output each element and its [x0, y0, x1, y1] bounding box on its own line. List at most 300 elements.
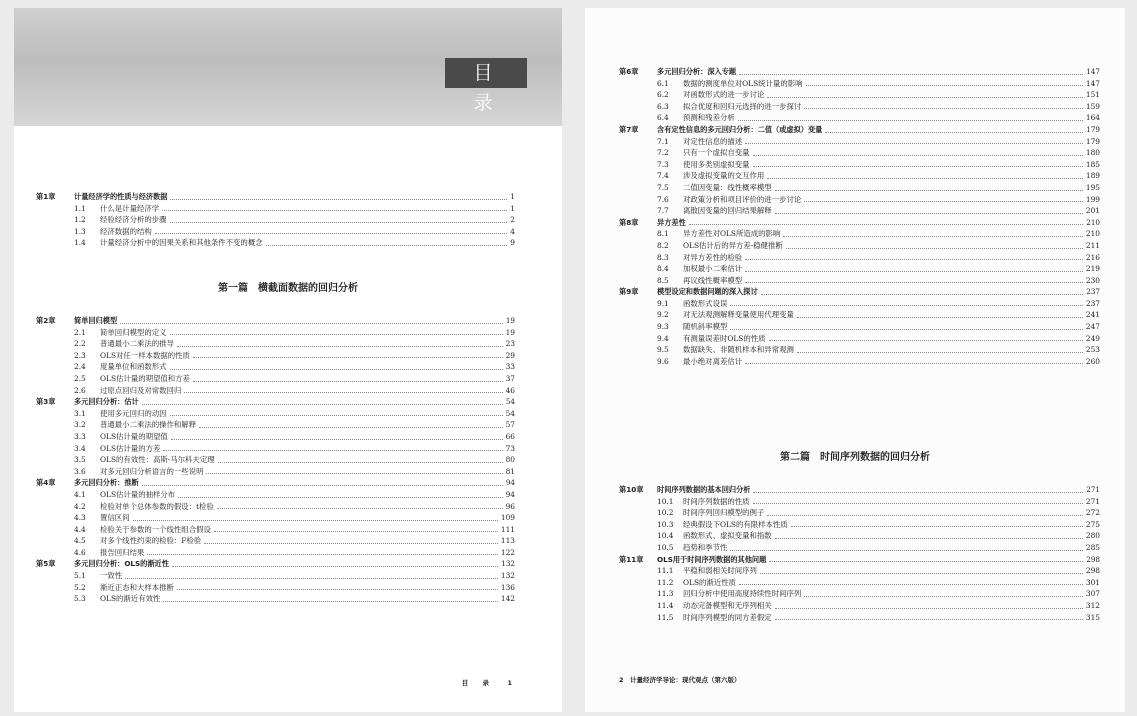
- dot-leader: [689, 224, 1084, 225]
- toc-entry-label: 拟合优度和回归元选择的进一步探讨: [683, 101, 802, 111]
- toc-entry-label: 检验关于参数的一个线性组合假设: [100, 524, 211, 534]
- toc-section-entry[interactable]: [585, 252, 1125, 264]
- toc-entry-number: 2.3: [74, 350, 86, 360]
- dot-leader: [170, 222, 508, 223]
- toc-section-entry[interactable]: [585, 356, 1125, 368]
- toc-section-entry[interactable]: [14, 226, 562, 238]
- toc-chapter-entry[interactable]: [585, 484, 1125, 496]
- page-footer: 目 录 1: [461, 679, 518, 687]
- toc-entry-number: 11.1: [657, 566, 674, 576]
- toc-entry-label: 一致性: [100, 571, 123, 581]
- toc-entry-page: 272: [1085, 508, 1100, 518]
- dot-leader: [217, 508, 503, 509]
- toc-entry-label: 函数形式设误: [683, 298, 728, 308]
- toc-section-entry[interactable]: [585, 159, 1125, 171]
- toc-entry-label: 什么是计量经济学: [100, 203, 160, 213]
- toc-entry-number: 第1章: [36, 192, 56, 201]
- toc-section-entry[interactable]: [14, 582, 562, 594]
- toc-list: [14, 315, 562, 605]
- dot-leader: [730, 329, 1083, 330]
- toc-entry-page: 147: [1086, 67, 1100, 76]
- toc-chapter-entry[interactable]: [585, 554, 1125, 566]
- toc-entry-page: 73: [505, 443, 515, 453]
- toc-section-entry[interactable]: [14, 408, 562, 420]
- toc-entry-label: 对政策分析和项目评价的进一步讨论: [683, 194, 802, 204]
- dot-leader: [753, 492, 1083, 493]
- toc-section-entry[interactable]: [585, 275, 1125, 287]
- toc-section-entry[interactable]: [585, 240, 1125, 252]
- toc-entry-page: 216: [1085, 252, 1100, 262]
- dot-leader: [767, 97, 1083, 98]
- toc-entry-label: OLS估计量的抽样分布: [100, 489, 176, 499]
- toc-entry-page: 46: [505, 385, 515, 395]
- toc-section-entry[interactable]: [585, 205, 1125, 217]
- toc-section-entry[interactable]: [585, 530, 1125, 542]
- dot-leader: [825, 132, 1083, 133]
- toc-entry-number: 第3章: [36, 397, 56, 407]
- toc-section-entry[interactable]: [14, 489, 562, 501]
- dot-leader: [204, 543, 498, 544]
- toc-entry-label: OLS估计量的期望值: [100, 431, 168, 441]
- toc-section-entry[interactable]: [585, 194, 1125, 206]
- toc-entry-number: 第11章: [619, 554, 644, 564]
- toc-entry-label: 时间序列数据的基本回归分析: [657, 485, 751, 494]
- toc-section-entry[interactable]: [14, 373, 562, 385]
- dot-leader: [170, 334, 503, 335]
- toc-entry-page: 271: [1086, 485, 1100, 494]
- toc-entry-page: 80: [505, 455, 515, 465]
- toc-entry-label: 动态完备模型和无序列相关: [683, 600, 772, 610]
- toc-entry-page: 122: [500, 547, 515, 557]
- toc-entry-page: 94: [505, 489, 515, 499]
- toc-entry-label: 检验对单个总体参数的假设：t检验: [100, 501, 214, 511]
- toc-entry-number: 8.2: [657, 240, 669, 250]
- toc-entry-number: 11.4: [657, 600, 674, 610]
- dot-leader: [199, 427, 503, 428]
- toc-section-entry[interactable]: [585, 182, 1125, 194]
- toc-section-entry[interactable]: [585, 89, 1125, 101]
- toc-section-entry[interactable]: [14, 547, 562, 559]
- toc-chapter-entry[interactable]: [585, 286, 1125, 298]
- toc-entry-number: 6.4: [657, 113, 669, 123]
- toc-entry-number: 1.3: [74, 226, 86, 236]
- toc-entry-label: 置信区间: [100, 513, 130, 523]
- toc-entry-page: 1: [510, 203, 515, 213]
- toc-entry-page: 271: [1085, 496, 1100, 506]
- toc-entry-number: 3.2: [74, 420, 86, 430]
- toc-chapter-entry[interactable]: [585, 66, 1125, 78]
- toc-entry-page: 247: [1085, 322, 1100, 332]
- toc-section-entry[interactable]: [585, 101, 1125, 113]
- toc-entry-label: 异方差性对OLS所造成的影响: [683, 229, 781, 239]
- toc-entry-number: 1.1: [74, 203, 86, 213]
- toc-entry-number: 2.4: [74, 362, 86, 372]
- part-title: 第一篇 横截面数据的回归分析: [218, 283, 358, 294]
- toc-section-entry[interactable]: [585, 344, 1125, 356]
- toc-entry-label: OLS的渐近性质: [683, 577, 736, 587]
- toc-chapter-entry[interactable]: [14, 396, 562, 408]
- dot-leader: [775, 538, 1083, 539]
- toc-section-entry[interactable]: [14, 419, 562, 431]
- toc-entry-number: 3.3: [74, 431, 86, 441]
- part-title: 第二篇 时间序列数据的回归分析: [780, 452, 930, 463]
- toc-entry-page: 66: [505, 431, 515, 441]
- toc-section-entry[interactable]: [14, 466, 562, 478]
- toc-entry-page: 136: [500, 582, 515, 592]
- toc-section-entry[interactable]: [585, 309, 1125, 321]
- toc-entry-label: 多元回归分析：深入专题: [657, 67, 737, 76]
- toc-entry-number: 8.1: [657, 229, 669, 239]
- toc-entry-label: 使用多元回归的动因: [100, 408, 167, 418]
- left-page: [14, 8, 562, 712]
- toc-entry-number: 7.2: [657, 148, 669, 158]
- dot-leader: [163, 601, 498, 602]
- toc-section-entry[interactable]: [14, 501, 562, 513]
- dot-leader: [753, 155, 1083, 156]
- toc-entry-label: 异方差性: [657, 217, 686, 227]
- dot-leader: [745, 363, 1083, 364]
- toc-section-entry[interactable]: [585, 507, 1125, 519]
- dot-leader: [775, 608, 1083, 609]
- toc-entry-page: 1: [510, 192, 515, 201]
- toc-entry-label: 使用多类别虚拟变量: [683, 159, 750, 169]
- toc-entry-number: 5.1: [74, 571, 86, 581]
- toc-section-entry[interactable]: [14, 385, 562, 397]
- header-banner: [14, 8, 562, 126]
- toc-entry-page: 94: [505, 478, 515, 488]
- dot-leader: [155, 233, 508, 234]
- toc-entry-number: 6.3: [657, 101, 669, 111]
- toc-entry-page: 253: [1085, 345, 1100, 355]
- toc-entry-page: 237: [1085, 298, 1100, 308]
- toc-entry-label: 时间序列数据的性质: [683, 496, 750, 506]
- toc-section-entry[interactable]: [585, 577, 1125, 589]
- dot-leader: [767, 515, 1083, 516]
- toc-entry-number: 1.4: [74, 238, 86, 248]
- toc-entry-page: 159: [1085, 101, 1100, 111]
- toc-entry-number: 4.3: [74, 513, 86, 523]
- toc-entry-label: 普通最小二乘法的操作和解释: [100, 420, 197, 430]
- toc-section-entry[interactable]: [14, 524, 562, 536]
- toc-entry-page: 201: [1085, 206, 1100, 216]
- toc-entry-number: 4.4: [74, 524, 86, 534]
- toc-entry-page: 19: [505, 327, 515, 337]
- dot-leader: [804, 596, 1083, 597]
- toc-section-entry[interactable]: [585, 565, 1125, 577]
- toc-entry-number: 第7章: [619, 124, 639, 134]
- toc-entry-number: 2.6: [74, 385, 86, 395]
- toc-entry-label: 最小绝对离差估计: [683, 356, 743, 366]
- toc-list: [14, 191, 562, 249]
- dot-leader: [761, 294, 1084, 295]
- toc-section-entry[interactable]: [14, 203, 562, 215]
- toc-section-entry[interactable]: [14, 570, 562, 582]
- dot-leader: [791, 526, 1083, 527]
- toc-chapter-entry[interactable]: [585, 124, 1125, 136]
- toc-entry-label: 涉及虚拟变量的交互作用: [683, 171, 765, 181]
- dot-leader: [786, 248, 1083, 249]
- toc-entry-page: 57: [505, 420, 515, 430]
- toc-entry-number: 9.5: [657, 345, 669, 355]
- dot-leader: [739, 584, 1083, 585]
- dot-leader: [170, 415, 503, 416]
- toc-entry-number: 6.2: [657, 90, 669, 100]
- toc-section-entry[interactable]: [585, 263, 1125, 275]
- right-page: [585, 8, 1125, 712]
- toc-section-entry[interactable]: [14, 535, 562, 547]
- toc-entry-number: 3.5: [74, 455, 86, 465]
- dot-leader: [769, 340, 1083, 341]
- toc-section-entry[interactable]: [585, 600, 1125, 612]
- toc-entry-number: 6.1: [657, 78, 669, 88]
- toc-section-entry[interactable]: [14, 593, 562, 605]
- toc-entry-label: 简单回归模型的定义: [100, 327, 167, 337]
- dot-leader: [775, 213, 1083, 214]
- toc-section-entry[interactable]: [585, 333, 1125, 345]
- toc-entry-page: 54: [505, 397, 515, 407]
- toc-entry-number: 9.1: [657, 298, 669, 308]
- toc-entry-page: 29: [505, 350, 515, 360]
- dot-leader: [730, 550, 1083, 551]
- dot-leader: [775, 190, 1083, 191]
- dot-leader: [147, 554, 498, 555]
- toc-entry-number: 第5章: [36, 559, 56, 569]
- toc-entry-label: 对多个线性约束的检验：F检验: [100, 536, 202, 546]
- toc-title: 目 录: [445, 58, 527, 88]
- toc-entry-page: 210: [1086, 217, 1100, 227]
- toc-entry-number: 7.5: [657, 182, 669, 192]
- toc-section-entry[interactable]: [585, 612, 1125, 624]
- toc-section-entry[interactable]: [14, 454, 562, 466]
- toc-section-entry[interactable]: [14, 237, 562, 249]
- toc-entry-number: 8.4: [657, 264, 669, 274]
- toc-entry-label: 普通最小二乘法的推导: [100, 339, 174, 349]
- toc-section-entry[interactable]: [585, 228, 1125, 240]
- toc-entry-page: 219: [1085, 264, 1100, 274]
- toc-entry-number: 4.6: [74, 547, 86, 557]
- toc-entry-number: 7.6: [657, 194, 669, 204]
- toc-entry-page: 249: [1085, 333, 1100, 343]
- toc-entry-number: 7.4: [657, 171, 669, 181]
- toc-entry-label: 多元回归分析：推断: [74, 478, 139, 488]
- toc-entry-number: 第8章: [619, 217, 639, 227]
- dot-leader: [163, 450, 502, 451]
- toc-entry-number: 3.4: [74, 443, 86, 453]
- toc-entry-label: OLS估计后的异方差-稳健推断: [683, 240, 783, 250]
- toc-entry-label: 函数形式、虚拟变量和指数: [683, 531, 772, 541]
- toc-section-entry[interactable]: [14, 361, 562, 373]
- toc-entry-number: 5.3: [74, 594, 86, 604]
- dot-leader: [142, 404, 503, 405]
- toc-entry-page: 23: [505, 339, 515, 349]
- dot-leader: [783, 236, 1083, 237]
- toc-section-entry[interactable]: [14, 443, 562, 455]
- toc-section-entry[interactable]: [585, 147, 1125, 159]
- toc-entry-label: OLS用于时间序列数据的其他问题: [657, 554, 767, 564]
- toc-entry-number: 3.1: [74, 408, 86, 418]
- toc-section-entry[interactable]: [585, 519, 1125, 531]
- toc-entry-number: 11.5: [657, 612, 674, 622]
- toc-entry-label: 对定性信息的描述: [683, 136, 743, 146]
- toc-entry-label: 随机斜率模型: [683, 322, 728, 332]
- toc-entry-page: 210: [1085, 229, 1100, 239]
- toc-entry-label: 经济数据的结构: [100, 226, 152, 236]
- toc-entry-label: 时间序列模型的同方差假定: [683, 612, 772, 622]
- toc-section-entry[interactable]: [585, 136, 1125, 148]
- toc-entry-page: 19: [505, 316, 515, 325]
- toc-entry-number: 第10章: [619, 485, 644, 494]
- toc-entry-page: 275: [1085, 519, 1100, 529]
- dot-leader: [760, 573, 1083, 574]
- toc-section-entry[interactable]: [585, 298, 1125, 310]
- toc-entry-number: 第6章: [619, 67, 639, 76]
- dot-leader: [745, 143, 1083, 144]
- dot-leader: [804, 201, 1083, 202]
- toc-entry-page: 132: [500, 571, 515, 581]
- toc-chapter-entry[interactable]: [14, 558, 562, 570]
- toc-entry-label: 多元回归分析：OLS的渐近性: [74, 559, 169, 569]
- toc-entry-label: 对异方差性的检验: [683, 252, 743, 262]
- toc-entry-number: 7.7: [657, 206, 669, 216]
- toc-section-entry[interactable]: [14, 350, 562, 362]
- toc-section-entry[interactable]: [585, 321, 1125, 333]
- toc-entry-page: 237: [1086, 287, 1100, 297]
- toc-entry-number: 8.3: [657, 252, 669, 262]
- toc-section-entry[interactable]: [585, 542, 1125, 554]
- toc-entry-page: 280: [1085, 531, 1100, 541]
- dot-leader: [193, 357, 503, 358]
- toc-entry-label: 预测和残差分析: [683, 113, 735, 123]
- toc-entry-page: 179: [1085, 136, 1100, 146]
- toc-entry-number: 11.2: [657, 577, 674, 587]
- dot-leader: [745, 282, 1083, 283]
- toc-entry-page: 33: [505, 362, 515, 372]
- toc-entry-number: 9.3: [657, 322, 669, 332]
- dot-leader: [120, 323, 503, 324]
- dot-leader: [193, 381, 503, 382]
- toc-entry-page: 96: [505, 501, 515, 511]
- toc-section-entry[interactable]: [14, 338, 562, 350]
- toc-entry-label: 简单回归模型: [74, 316, 118, 325]
- toc-chapter-entry[interactable]: [14, 191, 562, 203]
- toc-section-entry[interactable]: [585, 112, 1125, 124]
- toc-entry-page: 111: [500, 524, 515, 534]
- toc-entry-page: 179: [1086, 124, 1100, 134]
- toc-section-entry[interactable]: [14, 431, 562, 443]
- toc-chapter-entry[interactable]: [14, 315, 562, 327]
- toc-section-entry[interactable]: [585, 588, 1125, 600]
- toc-entry-number: 4.5: [74, 536, 86, 546]
- toc-entry-number: 4.2: [74, 501, 86, 511]
- dot-leader: [171, 439, 503, 440]
- dot-leader: [133, 520, 498, 521]
- dot-leader: [170, 199, 507, 200]
- toc-entry-page: 109: [500, 513, 515, 523]
- toc-entry-label: 二值因变量：线性概率模型: [683, 182, 772, 192]
- dot-leader: [206, 473, 502, 474]
- dot-leader: [170, 369, 503, 370]
- toc-entry-page: 199: [1085, 194, 1100, 204]
- toc-entry-page: 312: [1085, 600, 1100, 610]
- toc-entry-page: 301: [1085, 577, 1100, 587]
- dot-leader: [745, 259, 1083, 260]
- toc-entry-label: 加权最小二乘估计: [683, 264, 743, 274]
- toc-section-entry[interactable]: [14, 214, 562, 226]
- toc-entry-page: 241: [1085, 310, 1100, 320]
- dot-leader: [177, 346, 503, 347]
- toc-entry-label: 经典假设下OLS的有限样本性质: [683, 519, 788, 529]
- toc-entry-label: 度量单位和函数形式: [100, 362, 167, 372]
- toc-entry-page: 185: [1085, 159, 1100, 169]
- toc-entry-number: 10.2: [657, 508, 674, 518]
- toc-entry-label: 渐近正态和大样本推断: [100, 582, 174, 592]
- toc-section-entry[interactable]: [585, 170, 1125, 182]
- page-footer: 2 计量经济学导论：现代观点（第六版）: [619, 676, 741, 684]
- toc-chapter-entry[interactable]: [14, 477, 562, 489]
- toc-entry-number: 3.6: [74, 466, 86, 476]
- dot-leader: [797, 352, 1083, 353]
- toc-entry-page: 315: [1085, 612, 1100, 622]
- toc-entry-number: 5.2: [74, 582, 86, 592]
- toc-entry-label: 有测量误差时OLS的性质: [683, 333, 766, 343]
- dot-leader: [745, 271, 1083, 272]
- toc-list: [585, 484, 1125, 623]
- toc-entry-page: 195: [1085, 182, 1100, 192]
- toc-entry-label: 平稳和弱相关时间序列: [683, 566, 757, 576]
- toc-entry-label: 含有定性信息的多元回归分析：二值（或虚拟）变量: [657, 124, 823, 134]
- toc-entry-page: 211: [1085, 240, 1100, 250]
- toc-entry-page: 298: [1086, 554, 1100, 564]
- toc-section-entry[interactable]: [14, 327, 562, 339]
- toc-entry-label: 时间序列回归模型的例子: [683, 508, 765, 518]
- toc-entry-number: 7.1: [657, 136, 669, 146]
- toc-entry-page: 132: [501, 559, 515, 569]
- toc-entry-page: 54: [505, 408, 515, 418]
- toc-entry-number: 10.5: [657, 542, 674, 552]
- dot-leader: [730, 305, 1083, 306]
- toc-entry-number: 2.2: [74, 339, 86, 349]
- dot-leader: [172, 566, 498, 567]
- toc-section-entry[interactable]: [585, 496, 1125, 508]
- toc-entry-number: 2.5: [74, 373, 86, 383]
- toc-entry-label: 离散因变量的回归结果解释: [683, 206, 772, 216]
- toc-entry-number: 10.3: [657, 519, 674, 529]
- toc-entry-page: 147: [1085, 78, 1100, 88]
- dot-leader: [214, 531, 498, 532]
- toc-entry-label: OLS估计量的方差: [100, 443, 161, 453]
- toc-entry-page: 113: [500, 536, 515, 546]
- toc-entry-label: 数据缺失、非随机样本和异常观测: [683, 345, 794, 355]
- dot-leader: [753, 503, 1083, 504]
- toc-entry-label: 回归分析中使用高度持续性时间序列: [683, 589, 802, 599]
- toc-entry-label: 对多元回归分析语言的一些说明: [100, 466, 204, 476]
- toc-entry-label: 对函数形式的进一步讨论: [683, 90, 765, 100]
- toc-section-entry[interactable]: [14, 512, 562, 524]
- dot-leader: [142, 485, 503, 486]
- toc-entry-number: 9.6: [657, 356, 669, 366]
- toc-list: [585, 66, 1125, 367]
- toc-entry-number: 9.2: [657, 310, 669, 320]
- toc-entry-label: 再议线性概率模型: [683, 275, 743, 285]
- toc-chapter-entry[interactable]: [585, 217, 1125, 229]
- toc-entry-number: 7.3: [657, 159, 669, 169]
- toc-entry-label: 报告回归结果: [100, 547, 145, 557]
- toc-entry-label: 对无法观测解释变量使用代理变量: [683, 310, 794, 320]
- dot-leader: [266, 245, 508, 246]
- toc-entry-number: 1.2: [74, 215, 86, 225]
- toc-entry-label: 模型设定和数据问题的深入探讨: [657, 287, 758, 297]
- toc-section-entry[interactable]: [585, 78, 1125, 90]
